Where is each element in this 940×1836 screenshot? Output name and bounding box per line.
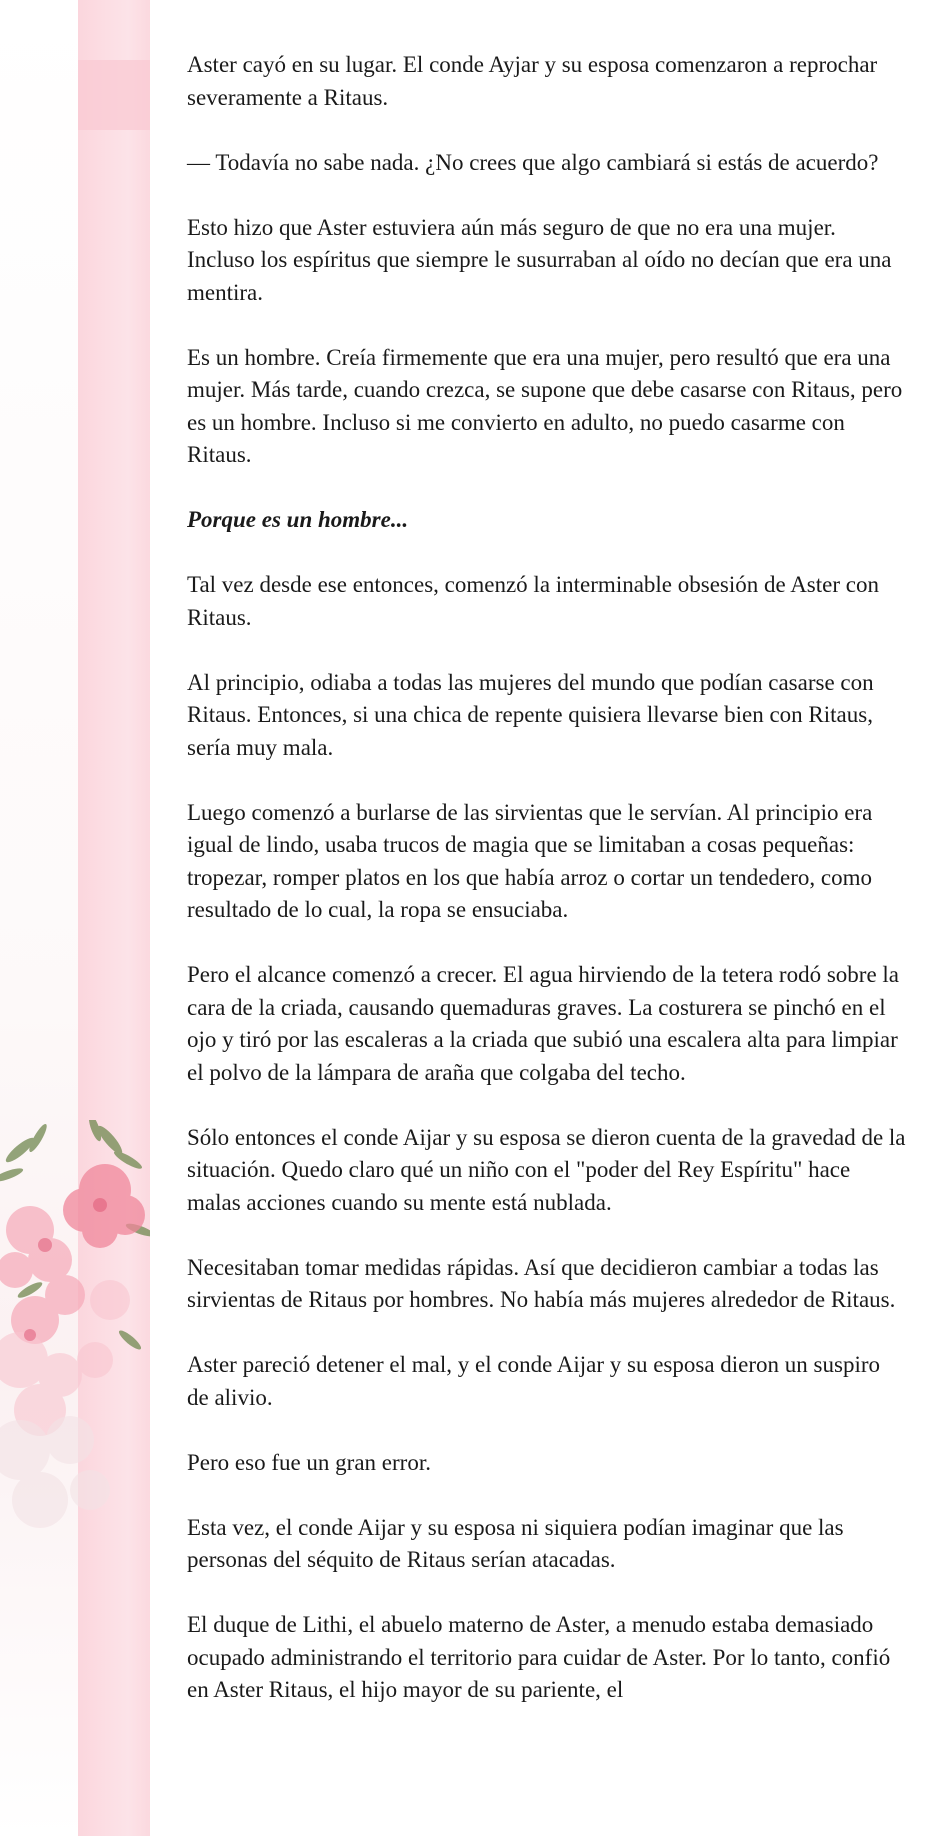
paragraph: Esto hizo que Aster estuviera aún más seguro de que no era una mujer. Incluso los espíritus que siempre le susurraban al oído no decían que era una mentira.: [187, 214, 892, 305]
article-body: [187, 49, 907, 1739]
paragraph: Pero eso fue un gran error.: [187, 1449, 431, 1475]
paragraph: Al principio, odiaba a todas las mujeres del mundo que podían casarse con Ritaus. Entonces, si una chica de repente quisiera llevarse bien con Ritaus, sería muy mala.: [187, 669, 874, 760]
paragraph: Es un hombre. Creía firmemente que era una mujer, pero resultó que era una mujer. Más tarde, cuando crezca, se supone que debe casarse con Ritaus, pero es un hombre. Incluso si me convierto en adulto, no puedo casarme con Ritaus.: [187, 344, 903, 467]
pink-flower-bouquet-icon: [0, 1120, 150, 1580]
left-decoration: [0, 0, 150, 1836]
paragraph: El duque de Lithi, el abuelo materno de Aster, a menudo estaba demasiado ocupado administrando el territorio para cuidar de Aster. Por lo tanto, confió en Aster Ritaus, el hijo mayor de su pariente, el: [187, 1612, 891, 1702]
paragraph: Pero el alcance comenzó a crecer. El agua hirviendo de la tetera rodó sobre la cara de la criada, causando quemaduras graves. La costurera se pinchó en el ojo y tiró por las escaleras a la criada que subió una escalera alta para limpiar el polvo de la lámpara de araña que colgaba del techo.: [187, 962, 900, 1085]
ribbon-highlight: [78, 60, 150, 130]
paragraph: Luego comenzó a burlarse de las sirvientas que le servían. Al principio era igual de lindo, usaba trucos de magia que se limitaban a cosas pequeñas: tropezar, romper platos en los que había arroz o cortar un tendedero, como resultado de lo cual, la ropa se ensuciaba.: [187, 799, 873, 922]
paragraph: — Todavía no sabe nada. ¿No crees que algo cambiará si estás de acuerdo?: [187, 149, 879, 175]
paragraph: Tal vez desde ese entonces, comenzó la interminable obsesión de Aster con Ritaus.: [187, 572, 879, 630]
paragraph: Sólo entonces el conde Aijar y su esposa se dieron cuenta de la gravedad de la situación. Quedo claro qué un niño con el "poder del Rey Espíritu" hace malas acciones cuando su mente está nublada.: [187, 1124, 906, 1215]
italic-paragraph: Porque es un hombre...: [187, 507, 409, 532]
paragraph: Esta vez, el conde Aijar y su esposa ni siquiera podían imaginar que las personas del séquito de Ritaus serían atacadas.: [187, 1514, 844, 1572]
paragraph: Aster cayó en su lugar. El conde Ayjar y su esposa comenzaron a reprochar severamente a Ritaus.: [187, 52, 878, 110]
paragraph: Necesitaban tomar medidas rápidas. Así que decidieron cambiar a todas las sirvientas de Ritaus por hombres. No había más mujeres alrededor de Ritaus.: [187, 1254, 896, 1312]
paragraph: Aster pareció detener el mal, y el conde Aijar y su esposa dieron un suspiro de alivio.: [187, 1352, 880, 1410]
